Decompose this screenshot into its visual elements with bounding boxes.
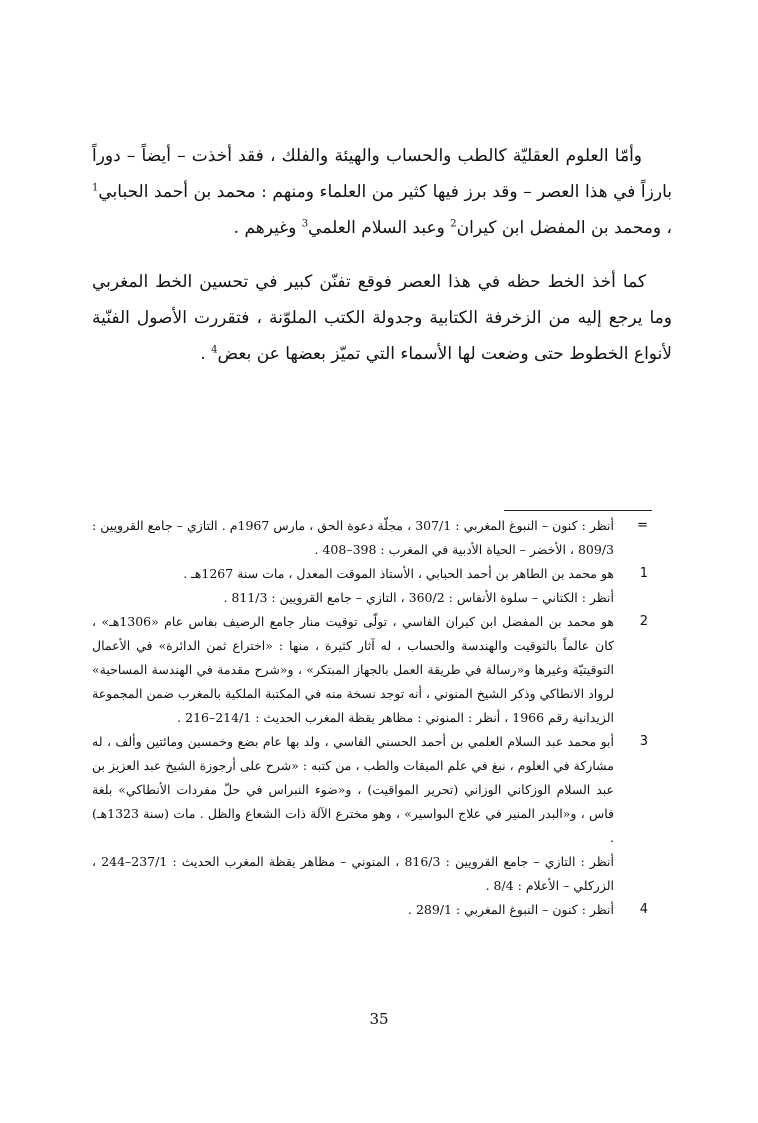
main-text	[92, 138, 672, 390]
footnote-separator	[504, 510, 652, 511]
paragraph-text: وعبد السلام العلمي	[308, 218, 451, 238]
footnote-ref-3[interactable]: 3	[301, 218, 309, 230]
footnote-text: أنظر : كنون – النبوغ المغربي : 289/1 .	[407, 902, 614, 917]
footnotes	[92, 514, 666, 922]
paragraph-calligraphy	[92, 264, 672, 372]
footnote-4	[92, 898, 666, 922]
footnote-ref-1[interactable]: 1	[92, 182, 99, 194]
footnote-source: أنظر : الكتاني – سلوة الأنفاس : 360/2 ، التازي – جامع القرويين : 811/3 .	[223, 590, 614, 605]
paragraph-text: .	[200, 344, 212, 364]
footnote-3	[92, 730, 666, 898]
footnote-text: أبو محمد عبد السلام العلمي بن أحمد الحسني الفاسي ، ولد بها عام بضع وخمسين ومائتين وألف ، له مشاركة في العلوم ، نبغ في علم الميقات والطب ، من كتبه : «شرح على أرجوزة الشيخ عبد العزيز بن عبد السلام الوزكاني الوزاني (تحرير المواقيت) ، و«ضوء النبراس في حلّ مفردات الأنطاكي» بلغة فاس ، و«البدر المنير في علاج البواسير» ، وهو مخترع الآلة ذات الشعاع والظل . مات (سنة 1323هـ) .	[92, 734, 614, 845]
footnote-1	[92, 562, 666, 610]
footnote-text: هو محمد بن المفضل ابن كيران الفاسي ، تولّى توقيت منار جامع الرصيف بفاس عام «1306هـ» ، كان عالماً بالتوقيت والهندسة والحساب ، له آثار كثيرة ، منها : «اختراع ثمن الدائرة» في الأعمال التوقيتيّة وغيرها و«رسالة في طريقة العمل بالجهاز المبتكر» ، و«شرح مقدمة في الهندسة المساحية» لرواد الانطاكي وذكر الشيخ المنوني ، أنه توجد نسخة منه في المكتبة الملكية بالمغرب ضمن المجموعة الزيدانية رقم 1966 ، أنظر : المنوني : مظاهر يقظة المغرب الحديث : 214/1–216 .	[92, 614, 614, 725]
footnote-number: 2	[639, 614, 648, 629]
footnote-number: 4	[639, 902, 648, 917]
paragraph-sciences	[92, 138, 672, 246]
footnote-2	[92, 610, 666, 730]
footnote-source: أنظر : التازي – جامع القرويين : 816/3 ، المنوني – مظاهر يقظة المغرب الحديث : 237/1–244 ، الزركلي – الأعلام : 8/4 .	[92, 854, 615, 893]
paragraph-text: كما أخذ الخط حظه في هذا العصر فوقع تفنّن كبير في تحسين الخط المغربي وما يرجع إليه من الزخرفة الكتابية وجدولة الكتب الملوّنة ، فتقررت الأصول الفنّية لأنواع الخطوط حتى وضعت لها الأسماء التي تميّز بعضها عن بعض	[92, 272, 672, 364]
footnote-text: أنظر : كنون – النبوغ المغربي : 307/1 ، مجلّة دعوة الحق ، مارس 1967م . التازي – جامع القرويين : 809/3 ، الأخضر – الحياة الأدبية في المغرب : 398–408 .	[92, 518, 614, 557]
paragraph-text: وغيرهم .	[233, 218, 302, 238]
page-number: 35	[369, 1010, 389, 1028]
paragraph-text: ، ومحمد بن المفضل ابن كيران	[456, 218, 672, 238]
footnote-number: 3	[639, 734, 648, 749]
footnote-marker: =	[637, 518, 648, 533]
paragraph-text: وأمّا العلوم العقليّة كالطب والحساب والهيئة والفلك ، فقد أخذت – أيضاً – دوراً بارزاً في هذا العصر – وقد برز فيها كثير من العلماء ومنهم : محمد بن أحمد الحبابي	[92, 146, 672, 202]
footnote-number: 1	[639, 566, 648, 581]
footnote-continued	[92, 514, 666, 562]
footnote-ref-4[interactable]: 4	[211, 344, 218, 356]
footnote-text: هو محمد بن الطاهر بن أحمد الحبابي ، الأستاذ الموقت المعدل ، مات سنة 1267هـ .	[183, 566, 614, 581]
footnote-ref-2[interactable]: 2	[450, 218, 457, 230]
